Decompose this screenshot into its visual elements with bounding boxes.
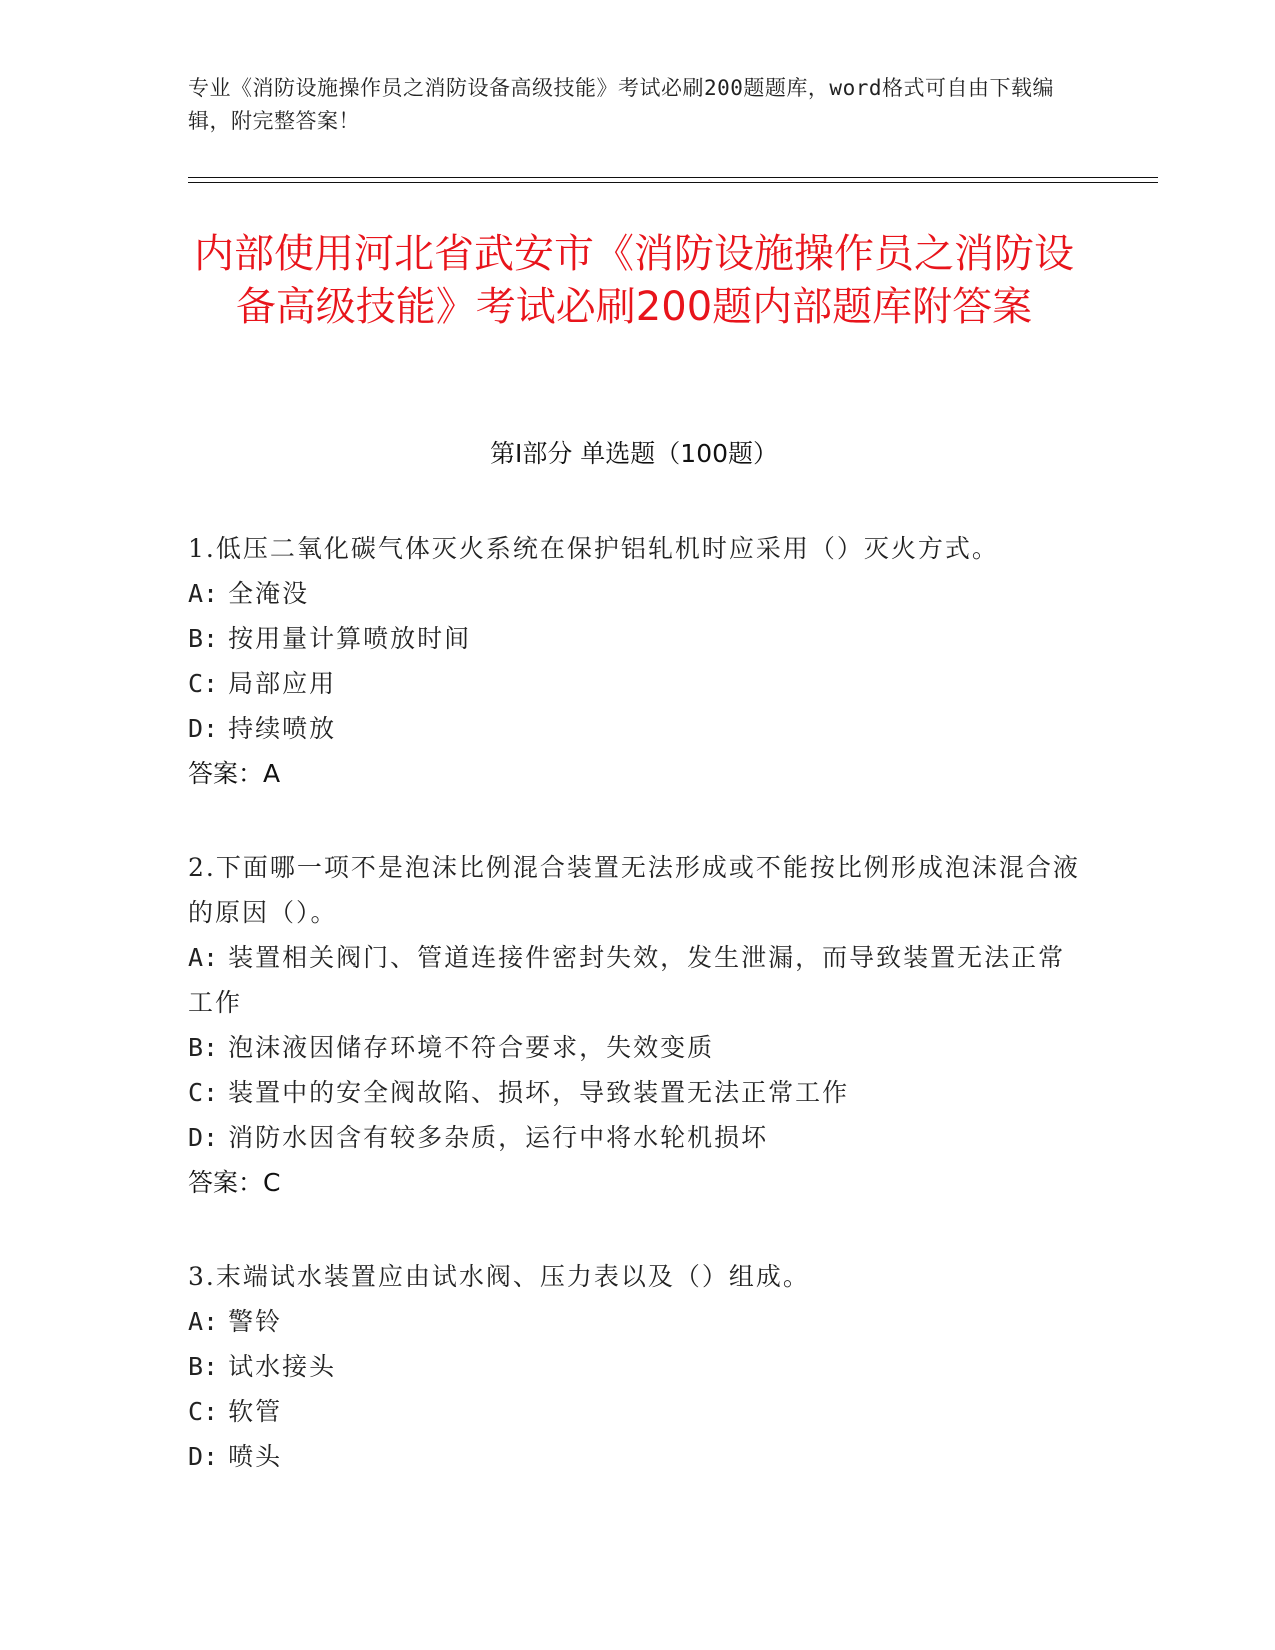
option-c — [188, 661, 1088, 706]
header-note: 专业《消防设施操作员之消防设备高级技能》考试必刷200题题库，word格式可自由下载编辑，附完整答案！ — [188, 76, 1054, 133]
option-key: D: — [188, 1123, 219, 1152]
option-key: A: — [188, 579, 219, 608]
section-title: 第I部分 单选题（100题） — [489, 439, 779, 468]
option-d — [188, 1434, 1088, 1479]
option-c — [188, 1389, 1088, 1434]
option-b — [188, 1025, 1088, 1070]
option-text: 泡沫液因储存环境不符合要求，失效变质 — [228, 1033, 715, 1062]
option-key: B: — [188, 624, 219, 653]
question-1 — [188, 526, 1088, 796]
option-key: C: — [188, 669, 219, 698]
header-divider-bottom — [188, 182, 1158, 183]
option-b — [188, 616, 1088, 661]
option-a — [188, 935, 1088, 1025]
option-text: 软管 — [228, 1397, 283, 1426]
question-list — [188, 526, 1088, 1528]
option-a — [188, 571, 1088, 616]
answer: 答案：C — [188, 1168, 281, 1197]
question-stem: 1.低压二氧化碳气体灭火系统在保护铝轧机时应采用（）灭火方式。 — [188, 534, 999, 563]
question-2 — [188, 845, 1088, 1205]
option-d — [188, 1115, 1088, 1160]
option-d — [188, 706, 1088, 751]
document-title: 内部使用河北省武安市《消防设施操作员之消防设备高级技能》考试必刷200题内部题库附答案 — [194, 231, 1074, 330]
option-text: 按用量计算喷放时间 — [228, 624, 472, 653]
option-key: C: — [188, 1397, 219, 1426]
option-key: B: — [188, 1033, 219, 1062]
option-text: 试水接头 — [228, 1352, 337, 1381]
option-key: A: — [188, 1307, 219, 1336]
option-key: A: — [188, 943, 219, 972]
option-text: 消防水因含有较多杂质，运行中将水轮机损坏 — [228, 1123, 769, 1152]
option-text: 局部应用 — [228, 669, 337, 698]
option-text: 全淹没 — [228, 579, 310, 608]
question-stem: 3.末端试水装置应由试水阀、压力表以及（）组成。 — [188, 1262, 810, 1291]
option-text: 喷头 — [228, 1442, 283, 1471]
option-key: B: — [188, 1352, 219, 1381]
option-text: 警铃 — [228, 1307, 283, 1336]
option-b — [188, 1344, 1088, 1389]
option-text: 持续喷放 — [228, 714, 337, 743]
option-key: D: — [188, 1442, 219, 1471]
option-key: D: — [188, 714, 219, 743]
option-text: 装置中的安全阀故陷、损坏，导致装置无法正常工作 — [228, 1078, 850, 1107]
option-a — [188, 1299, 1088, 1344]
header-divider-top — [188, 177, 1158, 178]
option-key: C: — [188, 1078, 219, 1107]
option-c — [188, 1070, 1088, 1115]
option-text: 装置相关阀门、管道连接件密封失效，发生泄漏，而导致装置无法正常工作 — [188, 943, 1066, 1017]
question-3 — [188, 1254, 1088, 1479]
answer: 答案：A — [188, 759, 281, 788]
question-stem: 2.下面哪一项不是泡沫比例混合装置无法形成或不能按比例形成泡沫混合液的原因（）。 — [188, 853, 1080, 927]
